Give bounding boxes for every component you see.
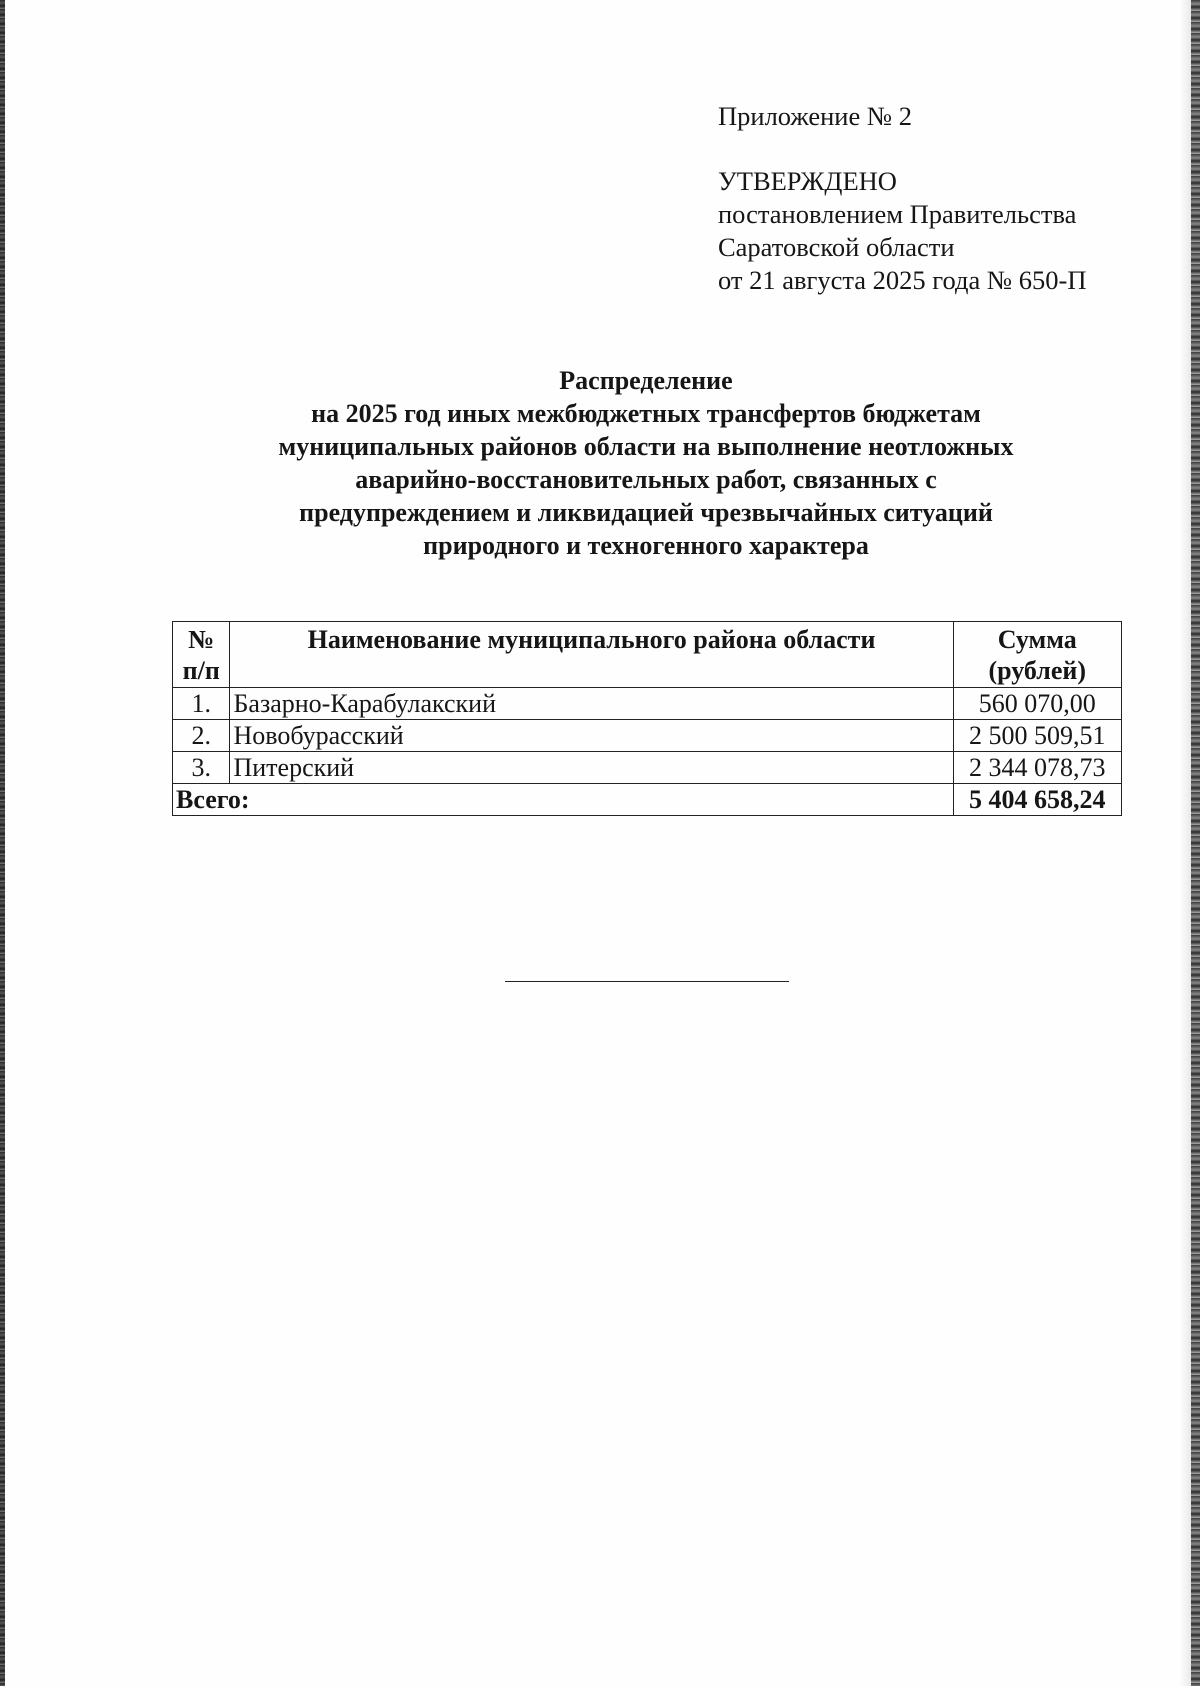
closing-line	[505, 981, 789, 982]
title-line: на 2025 год иных межбюджетных трансфертов бюджетам	[311, 399, 981, 428]
distribution-table	[172, 621, 1122, 816]
document-title	[172, 364, 1120, 562]
row-sum: 560 070,00	[953, 688, 1121, 720]
approval-line: постановлением Правительства	[718, 199, 1077, 229]
scan-edge-left	[0, 0, 5, 1686]
header-number	[173, 622, 230, 688]
total-label: Всего:	[173, 784, 954, 816]
header-sum-line2: (рублей)	[988, 656, 1087, 685]
row-number: 2.	[173, 720, 230, 752]
table-row	[173, 752, 1122, 784]
row-district-name: Базарно-Карабулакский	[230, 688, 953, 720]
table-total-row	[173, 784, 1122, 816]
approval-block	[718, 100, 1178, 297]
approval-date-line: от 21 августа 2025 года № 650-П	[718, 265, 1087, 295]
header-sum-line1: Сумма	[997, 625, 1077, 654]
title-line: предупреждением и ликвидацией чрезвычайных ситуаций	[299, 498, 993, 527]
table-row	[173, 720, 1122, 752]
header-district-name: Наименование муниципального района области	[230, 622, 953, 688]
row-number: 1.	[173, 688, 230, 720]
title-line: Распределение	[559, 366, 733, 395]
annex-number: Приложение № 2	[718, 101, 913, 131]
row-district-name: Питерский	[230, 752, 953, 784]
row-district-name: Новобурасский	[230, 720, 953, 752]
header-number-line1: №	[188, 625, 215, 654]
total-sum: 5 404 658,24	[953, 784, 1121, 816]
header-sum	[953, 622, 1121, 688]
title-line: аварийно-восстановительных работ, связанных с	[355, 465, 937, 494]
scan-edge-shadow	[1179, 0, 1191, 1686]
row-sum: 2 500 509,51	[953, 720, 1121, 752]
table-row	[173, 688, 1122, 720]
title-line: муниципальных районов области на выполнение неотложных	[278, 432, 1014, 461]
scan-edge-right	[1191, 0, 1200, 1686]
row-sum: 2 344 078,73	[953, 752, 1121, 784]
approval-stamp: УТВЕРЖДЕНО	[718, 166, 897, 196]
title-line: природного и техногенного характера	[423, 531, 869, 560]
table-header-row	[173, 622, 1122, 688]
row-number: 3.	[173, 752, 230, 784]
header-number-line2: п/п	[182, 656, 220, 685]
approval-line: Саратовской области	[718, 232, 955, 262]
